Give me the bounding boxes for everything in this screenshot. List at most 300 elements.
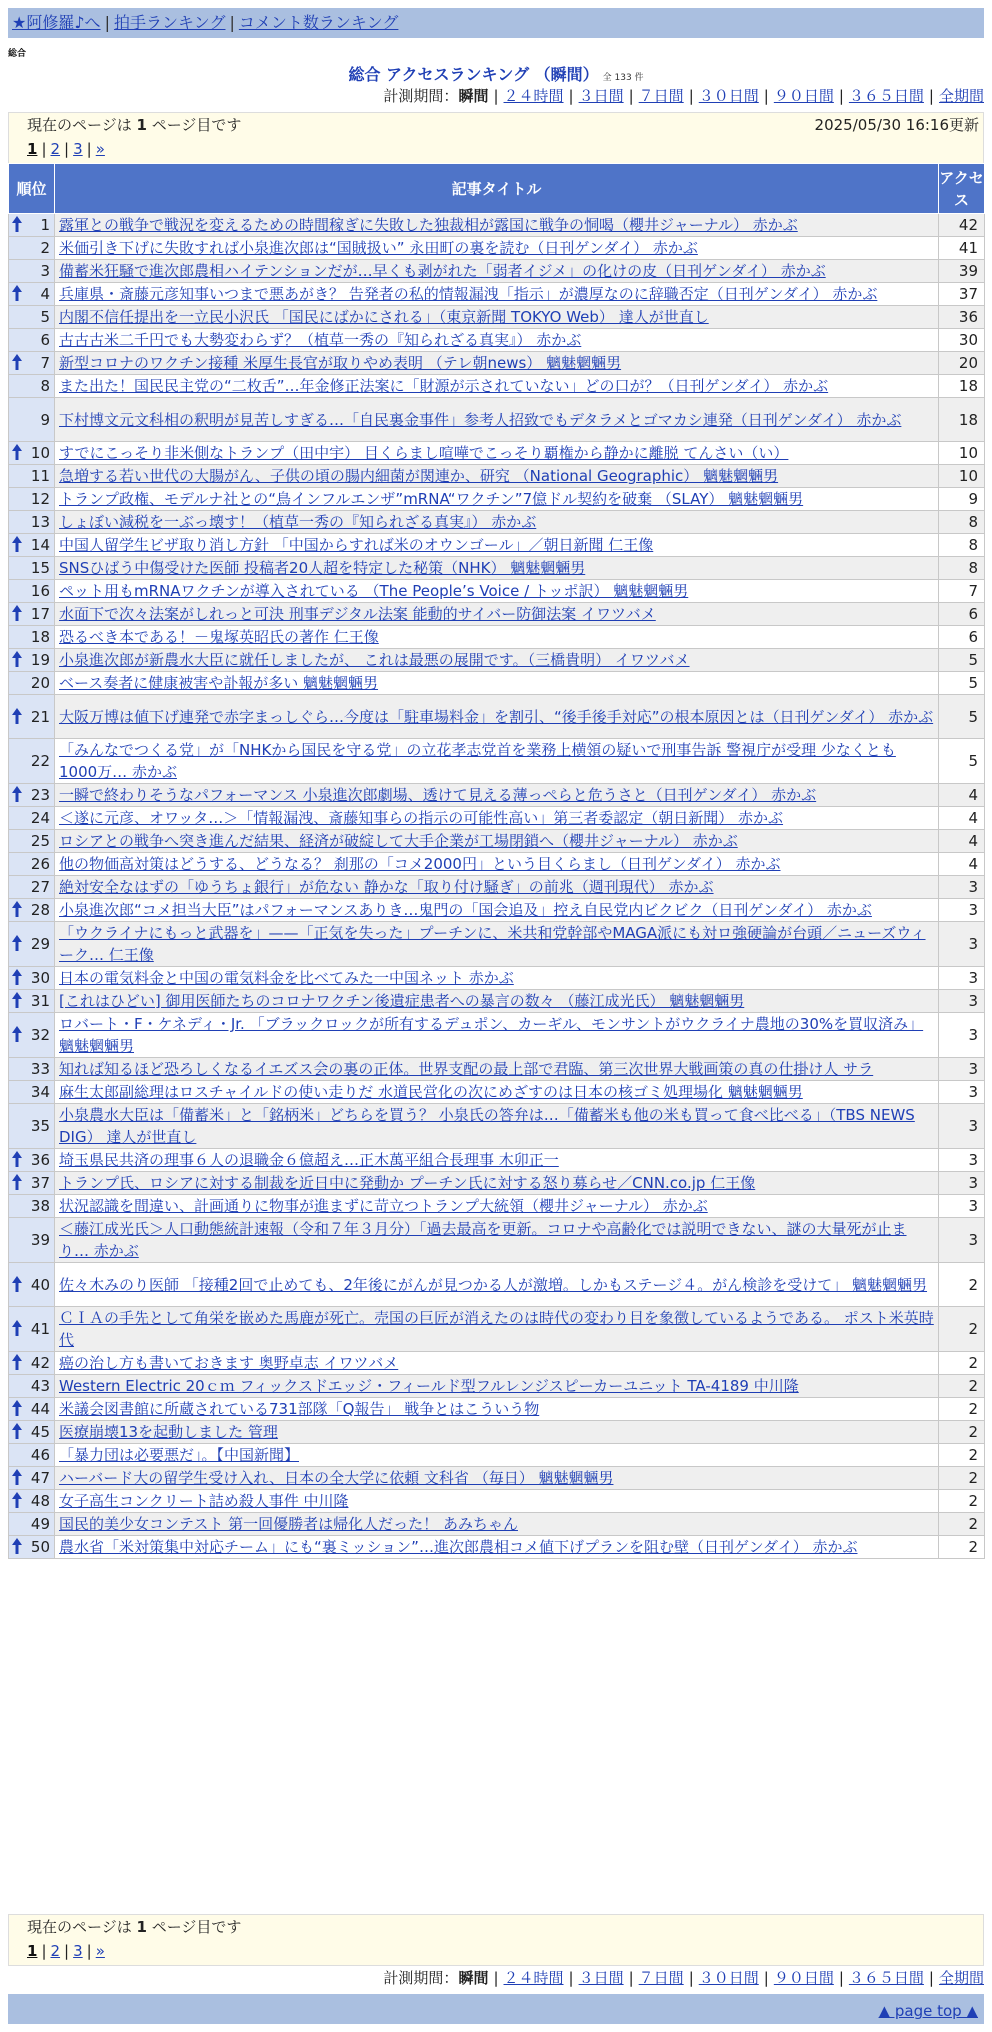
title-cell [55,465,939,488]
title-cell [55,672,939,695]
table-row [9,626,985,649]
rank-number: 37 [30,1174,50,1192]
table-row [9,375,985,398]
article-title-link[interactable]: 麻生太郎副総理はロスチャイルドの使い走りだ 水道民営化の次にめざすのは日本の核ゴミ処理場化 魑魅魍魎男 [59,1083,803,1101]
access-count: 4 [939,784,985,807]
table-row [9,1536,985,1559]
period-separator: | [928,1969,934,1987]
table-row [9,488,985,511]
rank-number: 48 [30,1492,50,1510]
page-link-2[interactable]: 2 [50,1942,61,1960]
rank-cell [9,398,55,442]
period-option-link[interactable]: ２４時間 [503,1969,564,1987]
article-title-link[interactable]: 他の物価高対策はどうする、どうなる？ 刹那の「コメ2000円」という目くらまし（日刊ゲンダイ） 赤かぶ [59,855,781,873]
rank-cell [9,1195,55,1218]
article-title-link[interactable]: ロバート・F・ケネディ・Jr. 「ブラックロックが所有するデュポン、カーギル、モンサントがウクライナ農地の30%を買収済み」 魑魅魍魎男 [59,1015,924,1055]
access-count: 2 [939,1307,985,1352]
period-separator: | [493,87,499,105]
period-separator: | [688,1969,694,1987]
rank-up-arrow-icon [12,651,22,667]
home-link[interactable]: ★阿修羅♪へ [12,13,101,32]
period-separator: | [763,1969,769,1987]
article-title-link[interactable]: 知れば知るほど恐ろしくなるイエズス会の裏の正体。世界支配の最上部で君臨、第三次世界大戦画策の真の仕掛け人 サラ [59,1060,874,1078]
article-title-link[interactable]: 下村博文元文科相の釈明が見苦しすぎる…「自民裏金事件」参考人招致でもデタラメとゴマカシ連発（日刊ゲンダイ） 赤かぶ [59,410,902,429]
page-title-text: 総合 アクセスランキング （瞬間） [348,65,599,84]
article-title-link[interactable]: ペット用もmRNAワクチンが導入されている （The People’s Voice / トッポ訳） 魑魅魍魎男 [59,582,689,600]
rank-number: 47 [30,1469,50,1487]
page-link-3[interactable]: 3 [73,1942,83,1960]
rank-up-arrow-icon [12,1469,22,1485]
title-cell [55,1513,939,1536]
rank-number: 7 [40,354,50,372]
title-cell [55,1444,939,1467]
article-title-link[interactable]: 女子高生コンクリート詰め殺人事件 中川隆 [59,1492,349,1510]
rank-up-arrow-icon [12,901,22,917]
article-title-link[interactable]: 状況認識を間違い、計画通りに物事が進まずに苛立つトランプ大統領（櫻井ジャーナル） 赤かぶ [59,1197,708,1215]
rank-up-arrow-icon [12,1026,22,1042]
access-count: 3 [939,1172,985,1195]
pagination [9,137,983,163]
table-row [9,1490,985,1513]
rank-number: 39 [30,1231,50,1249]
article-title-link[interactable]: [これはひどい] 御用医師たちのコロナワクチン後遺症患者への暴言の数々 （藤江成光氏） 魑魅魍魎男 [59,992,745,1010]
current-page-number: 1 [136,1918,147,1936]
rank-number: 27 [30,878,50,896]
period-option-link[interactable]: ３６５日間 [848,1969,924,1987]
title-cell [55,237,939,260]
rank-up-arrow-icon [12,786,22,802]
rank-cell [9,352,55,375]
table-row [9,214,985,237]
rank-cell [9,1013,55,1058]
pagination [9,1939,983,1965]
article-title-link[interactable]: 古古古米二千円でも大勢変わらず？（植草一秀の『知られざる真実』） 赤かぶ [59,331,582,349]
article-title-link[interactable]: トランプ政権、モデルナ社との“鳥インフルエンザ”mRNA“ワクチン”7億ドル契約を破棄 （SLAY） 魑魅魍魎男 [59,490,804,508]
table-row [9,557,985,580]
article-title-link[interactable]: ベース奏者に健康被害や訃報が多い 魑魅魍魎男 [59,674,379,692]
access-count: 2 [939,1513,985,1536]
article-title-link[interactable]: ハーバード大の留学生受け入れ、日本の全大学に依頼 文科省 （毎日） 魑魅魍魎男 [59,1469,614,1487]
rank-cell [9,784,55,807]
period-separator: | [628,1969,634,1987]
title-cell [55,1172,939,1195]
title-cell [55,306,939,329]
access-count: 42 [939,214,985,237]
period-separator: | [688,87,694,105]
article-title-link[interactable]: 佐々木みのり医師 「接種2回で止めても、2年後にがんが見つかる人が激増。しかもステージ４。がん検診を受けて」 魑魅魍魎男 [59,1275,928,1294]
period-option-link[interactable]: 全期間 [938,1969,984,1987]
table-row [9,1058,985,1081]
rank-cell [9,672,55,695]
article-title-link[interactable]: 兵庫県・斎藤元彦知事いつまで悪あがき？ 告発者の私的情報漏洩「指示」が濃厚なのに辞職否定（日刊ゲンダイ） 赤かぶ [59,285,878,303]
article-title-link[interactable]: 「みんなでつくる党」が「NHKから国民を守る党」の立花孝志党首を業務上横領の疑いで刑事告訴 警視庁が受理 少なくとも1000万… 赤かぶ [59,741,896,781]
table-row [9,922,985,967]
rank-cell [9,1444,55,1467]
table-row [9,580,985,603]
article-title-link[interactable]: 恐るべき本である！－鬼塚英昭氏の著作 仁王像 [59,628,379,646]
footer-bar [8,1994,984,2024]
rank-number: 11 [30,467,50,485]
article-title-link[interactable]: 水面下で次々法案がしれっと可決 刑事デジタル法案 能動的サイバー防御法案 イワツバメ [59,605,656,623]
article-title-link[interactable]: 備蓄米狂騒で進次郎農相ハイテンションだが…早くも剥がれた「弱者イジメ」の化けの皮（日刊ゲンダイ） 赤かぶ [59,262,826,280]
rank-number: 2 [40,239,50,257]
period-selector-bottom [383,1968,984,1988]
access-count: 2 [939,1536,985,1559]
rank-up-arrow-icon [12,1423,22,1439]
article-title-link[interactable]: すでにこっそり非米側なトランプ（田中宇） 目くらまし喧嘩でこっそり覇権から静かに離脱 てんさい（い） [59,444,789,462]
rank-cell [9,580,55,603]
rank-cell [9,306,55,329]
access-count: 2 [939,1421,985,1444]
current-page-number: 1 [136,116,147,134]
access-count: 4 [939,807,985,830]
rank-cell [9,329,55,352]
title-cell [55,784,939,807]
period-option-link[interactable]: ９０日間 [773,87,834,105]
paging-box-bottom [8,1914,984,1966]
access-count: 3 [939,990,985,1013]
article-title-link[interactable]: ロシアとの戦争へ突き進んだ結果、経済が破綻して大手企業が工場閉鎖へ（櫻井ジャーナル） 赤かぶ [59,832,738,850]
rank-up-arrow-icon [12,992,22,1008]
access-count: 5 [939,649,985,672]
page-link-2[interactable]: 2 [50,140,61,158]
table-row [9,1263,985,1307]
updated-timestamp: 2025/05/30 16:16更新 [814,116,979,134]
rank-number: 33 [30,1060,50,1078]
table-row [9,398,985,442]
table-row [9,534,985,557]
title-cell [55,534,939,557]
table-header-row [9,164,985,214]
page-title [0,62,992,85]
article-title-link[interactable]: 一瞬で終わりそうなパフォーマンス 小泉進次郎劇場、透けて見える薄っぺらと危うさと（日刊ゲンダイ） 赤かぶ [59,786,817,804]
rank-number: 20 [30,674,50,692]
page-separator: | [41,140,47,158]
table-row [9,283,985,306]
rank-up-arrow-icon [12,1276,22,1292]
title-cell [55,853,939,876]
access-count: 8 [939,557,985,580]
rank-cell [9,990,55,1013]
period-option-link[interactable]: 全期間 [938,87,984,105]
title-cell [55,1149,939,1172]
title-cell [55,876,939,899]
period-option-link[interactable]: ７日間 [638,87,684,105]
access-count: 3 [939,1081,985,1104]
title-cell [55,649,939,672]
title-cell [55,1195,939,1218]
table-row [9,465,985,488]
page-link-1[interactable]: 1 [27,140,38,158]
rank-number: 30 [30,969,50,987]
access-count: 18 [939,398,985,442]
page-separator: | [86,1942,92,1960]
rank-number: 12 [30,490,50,508]
table-row [9,1513,985,1536]
rank-cell [9,1081,55,1104]
article-title-link[interactable]: 日本の電気料金と中国の電気料金を比べてみた一中国ネット 赤かぶ [59,969,514,987]
rank-number: 17 [30,605,50,623]
article-title-link[interactable]: 国民的美少女コンテスト 第一回優勝者は帰化人だった！ あみちゃん [59,1515,518,1533]
article-title-link[interactable]: 急増する若い世代の大腸がん、子供の頃の腸内細菌が関連か、研究 （National Geographic） 魑魅魍魎男 [59,467,779,485]
access-count: 2 [939,1444,985,1467]
page-link-3[interactable]: 3 [73,140,83,158]
rank-cell [9,1218,55,1263]
rank-cell [9,1307,55,1352]
access-count: 4 [939,853,985,876]
article-title-link[interactable]: 小泉進次郎“コメ担当大臣”はパフォーマンスありき…鬼門の「国会追及」控え自民党内ビクビク（日刊ゲンダイ） 赤かぶ [59,901,872,919]
access-count: 3 [939,967,985,990]
access-count: 5 [939,695,985,739]
title-cell [55,557,939,580]
rank-cell [9,1104,55,1149]
title-cell [55,1081,939,1104]
rank-cell [9,283,55,306]
rank-number: 18 [30,628,50,646]
rank-cell [9,649,55,672]
rank-up-arrow-icon [12,1400,22,1416]
rank-number: 8 [40,377,50,395]
access-count: 2 [939,1467,985,1490]
nav-separator: | [104,13,110,32]
table-row [9,830,985,853]
rank-number: 19 [30,651,50,669]
table-row [9,603,985,626]
rank-cell [9,465,55,488]
table-row [9,1013,985,1058]
rank-up-arrow-icon [12,536,22,552]
table-row [9,442,985,465]
table-row [9,1195,985,1218]
table-row [9,967,985,990]
access-count: 8 [939,511,985,534]
title-cell [55,1307,939,1352]
title-cell [55,352,939,375]
rank-number: 25 [30,832,50,850]
article-title-link[interactable]: 小泉農水大臣は「備蓄米」と「銘柄米」どちらを買う？ 小泉氏の答弁は…「備蓄米も他の米も買って食べ比べる」（TBS NEWS DIG） 達人が世直し [59,1106,915,1146]
access-count: 3 [939,922,985,967]
period-option-link[interactable]: ３０日間 [698,87,759,105]
article-title-link[interactable]: Western Electric 20ｃｍ フィックスドエッジ・フィールド型フルレンジスピーカーユニット TA-4189 中川隆 [59,1377,799,1395]
rank-cell [9,922,55,967]
article-title-link[interactable]: 絶対安全なはずの「ゆうちょ銀行」が危ない 静かな「取り付け騒ぎ」の前兆（週刊現代） 赤かぶ [59,878,714,896]
period-option-link[interactable]: ３６５日間 [848,87,924,105]
table-row [9,1467,985,1490]
rank-up-arrow-icon [12,1320,22,1336]
article-title-link[interactable]: ＜遂に元彦、オワッタ…＞「情報漏洩、斎藤知事らの指示の可能性高い」第三者委認定（朝日新聞） 赤かぶ [59,809,784,827]
access-count: 36 [939,306,985,329]
article-title-link[interactable]: 癌の治し方も書いておきます 奥野卓志 イワツバメ [59,1354,399,1372]
rank-number: 22 [30,752,50,770]
rank-cell [9,260,55,283]
table-row [9,784,985,807]
table-row [9,306,985,329]
article-title-link[interactable]: ＜藤江成光氏＞人口動態統計速報（令和７年３月分）「過去最高を更新。コロナや高齢化では説明できない、謎の大量死が止まり… 赤かぶ [59,1220,907,1260]
comment-ranking-link[interactable]: コメント数ランキング [238,13,399,32]
rank-number: 5 [40,308,50,326]
rank-number: 9 [40,410,50,429]
access-count: 3 [939,1218,985,1263]
article-title-link[interactable]: 新型コロナのワクチン接種 米厚生長官が取りやめ表明 （テレ朝news） 魑魅魍魎男 [59,354,622,372]
current-page-line [9,1915,983,1939]
rank-number: 40 [30,1275,50,1294]
title-cell [55,603,939,626]
period-separator: | [493,1969,499,1987]
rank-up-arrow-icon [12,444,22,460]
rank-number: 4 [40,285,50,303]
article-title-link[interactable]: 米議会図書館に所蔵されている731部隊「Q報告」 戦争とはこういう物 [59,1400,540,1418]
title-cell [55,398,939,442]
table-row [9,876,985,899]
rank-cell [9,1149,55,1172]
current-page-prefix: 現在のページは [27,1918,132,1936]
period-separator: | [568,87,574,105]
table-row [9,739,985,784]
access-count: 3 [939,876,985,899]
rank-cell [9,1263,55,1307]
period-separator: | [838,1969,844,1987]
rank-cell [9,442,55,465]
page-link-1[interactable]: 1 [27,1942,38,1960]
rank-up-arrow-icon [12,1538,22,1554]
period-selected: 瞬間 [458,87,489,105]
rank-number: 38 [30,1197,50,1215]
title-cell [55,442,939,465]
table-row [9,329,985,352]
period-option-link[interactable]: ９０日間 [773,1969,834,1987]
article-title-link[interactable]: 米価引き下げに失敗すれば小泉進次郎は“国賊扱い” 永田町の裏を読む（日刊ゲンダイ） 赤かぶ [59,239,698,257]
period-option-link[interactable]: ３日間 [578,1969,624,1987]
rank-cell [9,1536,55,1559]
current-page-suffix: ページ目です [151,1918,242,1936]
table-row [9,899,985,922]
next-page-link[interactable]: » [95,1942,105,1960]
article-title-link[interactable]: 農水省「米対策集中対応チーム」にも“裏ミッション”…進次郎農相コメ値下げプランを阻む壁（日刊ゲンダイ） 赤かぶ [59,1538,858,1556]
article-title-link[interactable]: また出た！国民民主党の“二枚舌”…年金修正法案に「財源が示されていない」どの口が？（日刊ゲンダイ） 赤かぶ [59,377,829,395]
period-option-link[interactable]: ３日間 [578,87,624,105]
access-count: 2 [939,1375,985,1398]
article-title-link[interactable]: 内閣不信任提出を一立民小沢氏 「国民にばかにされる」（東京新聞 TOKYO Web） 達人が世直し [59,308,709,326]
table-row [9,1104,985,1149]
rank-number: 49 [30,1515,50,1533]
rank-number: 1 [40,216,50,234]
article-title-link[interactable]: ＣＩＡの手先として角栄を嵌めた馬鹿が死亡。売国の巨匠が消えたのは時代の変わり目を象徴しているようである。 ポスト米英時代 [59,1309,934,1349]
access-count: 2 [939,1490,985,1513]
period-option-link[interactable]: ７日間 [638,1969,684,1987]
article-title-link[interactable]: 露軍との戦争で戦況を変えるための時間稼ぎに失敗した独裁相が露国に戦争の恫喝（櫻井ジャーナル） 赤かぶ [59,216,798,234]
rank-cell [9,1398,55,1421]
next-page-link[interactable]: » [95,140,105,158]
table-row [9,1444,985,1467]
rank-cell [9,488,55,511]
access-count: 8 [939,534,985,557]
access-count: 3 [939,1104,985,1149]
title-cell [55,1218,939,1263]
rank-number: 29 [30,935,50,953]
access-count: 6 [939,626,985,649]
page-separator: | [64,1942,70,1960]
article-title-link[interactable]: SNSひばう中傷受けた医師 投稿者20人超を特定した秘策（NHK） 魑魅魍魎男 [59,559,586,577]
article-title-link[interactable]: 「ウクライナにもっと武器を」——「正気を失った」プーチンに、米共和党幹部やMAGA派にも対ロ強硬論が台頭／ニューズウィーク… 仁王像 [59,924,926,964]
table-row [9,853,985,876]
rank-up-arrow-icon [12,285,22,301]
title-cell [55,830,939,853]
rank-cell [9,807,55,830]
rank-up-arrow-icon [12,1354,22,1370]
period-selector [383,86,984,106]
current-page-suffix: ページ目です [151,116,242,134]
article-title-link[interactable]: しょぼい減税を一ぶっ壊す！（植草一秀の『知られざる真実』） 赤かぶ [59,513,537,531]
access-count: 6 [939,603,985,626]
rank-column-header: 順位 [9,164,55,214]
rank-number: 43 [30,1377,50,1395]
rank-cell [9,603,55,626]
article-title-link[interactable]: トランプ氏、ロシアに対する制裁を近日中に発動か プーチン氏に対する怒り募らせ／CNN.co.jp 仁王像 [59,1174,756,1192]
article-title-link[interactable]: 中国人留学生ビザ取り消し方針 「中国からすれば米のオウンゴール」／朝日新聞 仁王像 [59,536,654,554]
article-title-link[interactable]: 「暴力団は必要悪だ」。【中国新聞】 [59,1446,300,1464]
access-count: 30 [939,329,985,352]
title-cell [55,511,939,534]
title-cell [55,260,939,283]
title-cell [55,967,939,990]
access-column-header: アクセス [939,164,985,214]
page-top-link[interactable]: ▲ page top ▲ [878,2002,978,2020]
title-cell [55,1490,939,1513]
title-cell [55,1536,939,1559]
access-count: 10 [939,442,985,465]
title-cell [55,1352,939,1375]
title-cell [55,922,939,967]
access-count: 3 [939,1149,985,1172]
title-cell [55,488,939,511]
access-count: 3 [939,1013,985,1058]
rank-number: 35 [30,1117,50,1135]
rank-number: 28 [30,901,50,919]
article-title-link[interactable]: 小泉進次郎が新農水大臣に就任しましたが、 これは最悪の展開です。（三橋貴明） イワツバメ [59,651,690,669]
rank-number: 23 [30,786,50,804]
access-count: 3 [939,1195,985,1218]
title-cell [55,283,939,306]
page-separator: | [86,140,92,158]
table-row [9,1081,985,1104]
rank-cell [9,1352,55,1375]
title-cell [55,1421,939,1444]
access-count: 2 [939,1398,985,1421]
period-option-link[interactable]: ３０日間 [698,1969,759,1987]
access-count: 5 [939,672,985,695]
article-title-link[interactable]: 医療崩壊13を起動しました 管理 [59,1423,278,1441]
article-title-link[interactable]: 大阪万博は値下げ連発で赤字まっしぐら…今度は「駐車場料金」を割引、“後手後手対応”の根本原因とは（日刊ゲンダイ） 赤かぶ [59,707,934,726]
table-row [9,1149,985,1172]
item-count: 全 133 件 [602,73,644,83]
clap-ranking-link[interactable]: 拍手ランキング [113,13,226,32]
rank-up-arrow-icon [12,708,22,724]
table-row [9,1421,985,1444]
rank-cell [9,1467,55,1490]
article-title-link[interactable]: 埼玉県民共済の理事６人の退職金６億超え…正木萬平組合長理事 木卯正一 [59,1151,559,1169]
current-page-prefix: 現在のページは [27,116,132,134]
rank-number: 31 [30,992,50,1010]
rank-number: 13 [30,513,50,531]
rank-up-arrow-icon [12,1151,22,1167]
table-row [9,1398,985,1421]
rank-number: 50 [30,1538,50,1556]
title-cell [55,739,939,784]
period-separator: | [838,87,844,105]
table-row [9,695,985,739]
period-option-link[interactable]: ２４時間 [503,87,564,105]
rank-number: 24 [30,809,50,827]
